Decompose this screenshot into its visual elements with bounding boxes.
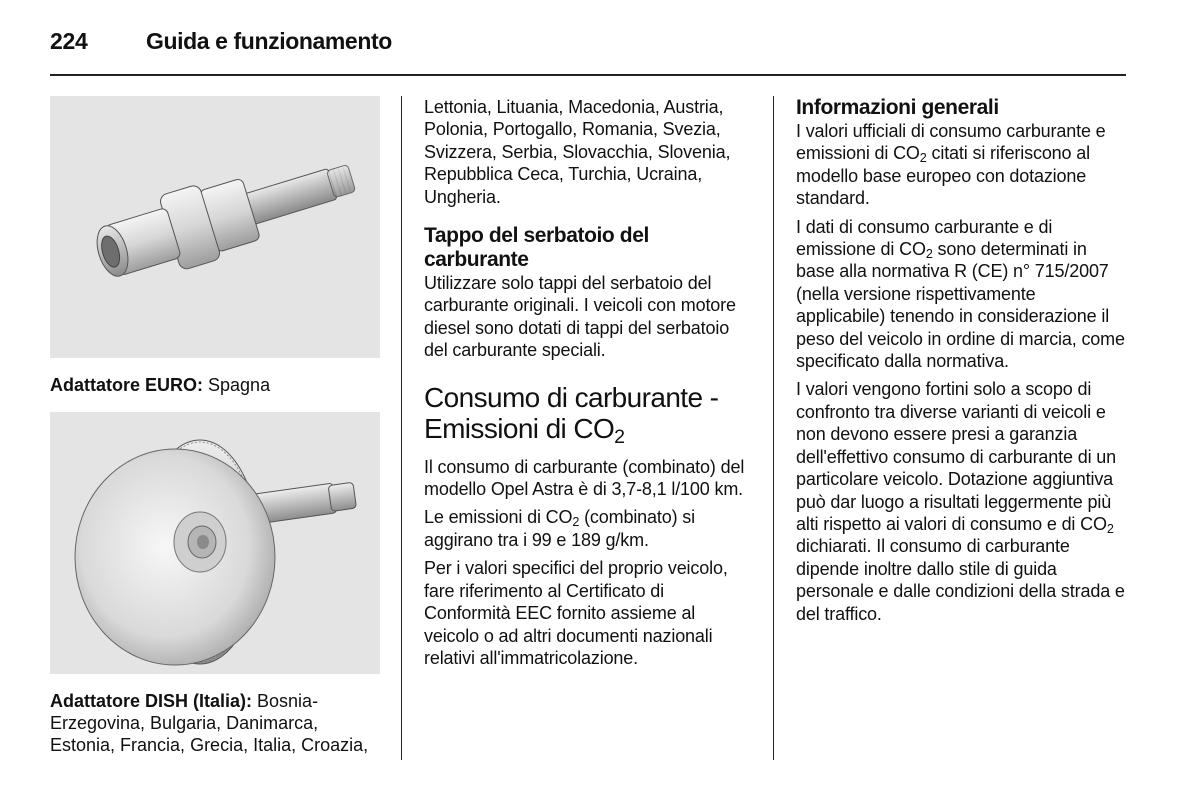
column-divider-1	[401, 96, 402, 760]
general-paragraph-2: I dati di consumo carburante e di emissione di $CO_2$ sono determinati in base alla normativa R (CE) n° 715/2007 (nella versione rispettivamente applicabile) tenendo in considerazione il peso del veicolo in ordine di marcia, come specificato dalla normativa.	[796, 216, 1125, 372]
consumption-heading: Consumo di carburante - Emissioni di $CO_2$	[424, 381, 719, 448]
figure2-caption: Adattatore DISH (Italia): Bosnia-Erzegovina, Bulgaria, Danimarca, Estonia, Francia, Grecia, Italia, Croazia,	[50, 691, 369, 755]
column-divider-2	[773, 96, 774, 760]
section-title: Guida e funzionamento	[146, 28, 392, 54]
column-1	[50, 96, 380, 772]
consumption-paragraph-3: Per i valori specifici del proprio veicolo, fare riferimento al Certificato di Conformità EEC fornito assieme al veicolo o ad altri documenti nazionali relativi all'immatricolazione.	[424, 558, 728, 668]
page-number: 224	[50, 28, 88, 54]
consumption-paragraph-1: Il consumo di carburante (combinato) del modello Opel Astra è di 3,7-8,1 l/100 km.	[424, 456, 745, 500]
column-3	[796, 96, 1126, 631]
general-info-heading: Informazioni generali	[796, 96, 999, 119]
column-2	[424, 96, 752, 675]
consumption-paragraph-2: Le emissioni di $CO_2$ (combinato) si aggirano tra i 99 e 189 g/km.	[424, 507, 696, 550]
euro-adapter-icon	[50, 96, 380, 358]
euro-adapter-illustration	[50, 96, 380, 358]
figure1-caption: Adattatore EURO: Spagna	[50, 375, 271, 395]
page-header	[50, 24, 1126, 76]
fuel-cap-heading: Tappo del serbatoio del carburante	[424, 224, 649, 272]
countries-list-continued: Lettonia, Lituania, Macedonia, Austria, Polonia, Portogallo, Romania, Svezia, Svizzera, Serbia, Slovacchia, Slovenia, Repubblica Ceca, Turchia, Ucraina, Ungheria.	[424, 97, 731, 207]
fuel-cap-text: Utilizzare solo tappi del serbatoio del carburante originali. I veicoli con motore diesel sono dotati di tappi del serbatoio del carburante speciali.	[424, 273, 736, 361]
dish-adapter-icon	[50, 412, 380, 674]
dish-adapter-illustration	[50, 412, 380, 674]
general-paragraph-1: I valori ufficiali di consumo carburante e emissioni di $CO_2$ citati si riferiscono al modello base europeo con dotazione standard.	[796, 121, 1106, 209]
general-paragraph-3: I valori vengono fortini solo a scopo di confronto tra diverse varianti di veicoli e non devono essere presi a garanzia dell'effettivo consumo di carburante di un particolare veicolo. Dotazione aggiuntiva può dar luogo a risultati leggermente più alti rispetto ai valori di consumo e di $CO_2$ dichiarati. Il consumo di carburante dipende inoltre dallo stile di guida personale e dalle condizioni della strada e del traffico.	[796, 379, 1125, 624]
